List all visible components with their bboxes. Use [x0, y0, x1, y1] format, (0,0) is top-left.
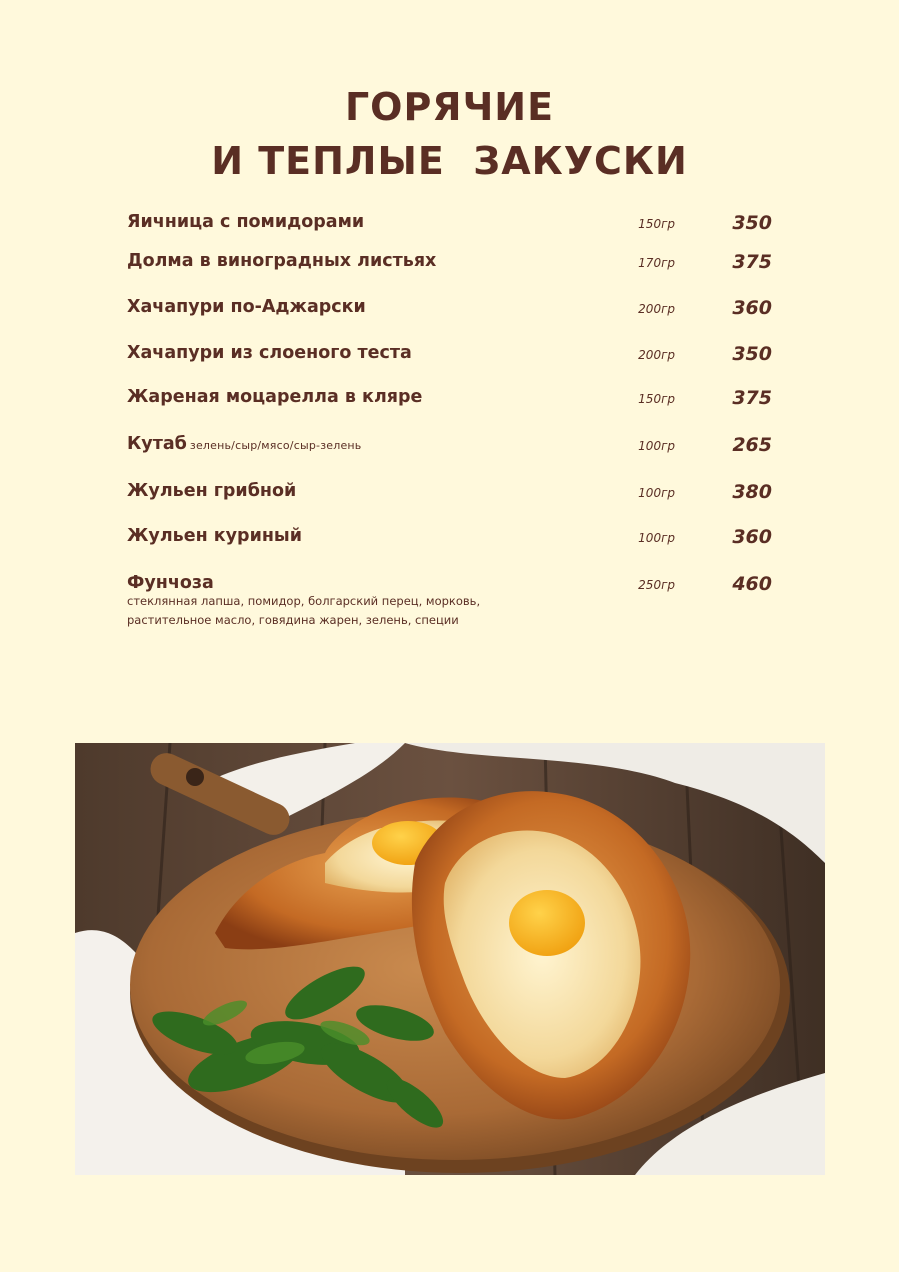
menu-item-name: Фунчоза — [127, 573, 214, 593]
menu-item-name: Яичница с помидорами — [127, 212, 365, 232]
menu-item-price: 265 — [732, 434, 772, 456]
menu-item-weight: 150гр — [638, 217, 675, 231]
menu-item-price: 350 — [732, 212, 772, 234]
menu-item-weight: 200гр — [638, 348, 675, 362]
menu-item-price: 375 — [732, 251, 772, 273]
menu-item-weight: 100гр — [638, 439, 675, 453]
menu-item-price: 380 — [732, 481, 772, 503]
khachapuri-photo — [75, 743, 825, 1175]
menu-item-khachapuri-adjarian — [127, 297, 772, 321]
menu-item-khachapuri-puff — [127, 343, 772, 367]
menu-item-eggs — [127, 212, 772, 236]
menu-item-dolma — [127, 251, 772, 275]
menu-item-julienne-mushroom — [127, 481, 772, 505]
description-line-2: растительное масло, говядина жарен, зелень, специи — [127, 613, 459, 627]
menu-item-name: Жульен грибной — [127, 481, 297, 501]
menu-item-description — [127, 592, 547, 630]
menu-item-kutab — [127, 434, 772, 458]
description-line-1: стеклянная лапша, помидор, болгарский перец, морковь, — [127, 594, 481, 608]
menu-item-price: 360 — [732, 297, 772, 319]
menu-item-weight: 200гр — [638, 302, 675, 316]
menu-item-name — [127, 434, 361, 454]
menu-item-julienne-chicken — [127, 526, 772, 550]
menu-item-note: зелень/сыр/мясо/сыр-зелень — [189, 439, 362, 452]
menu-item-name: Долма в виноградных листьях — [127, 251, 437, 271]
menu-item-name: Хачапури по-Аджарски — [127, 297, 366, 317]
menu-item-price: 350 — [732, 343, 772, 365]
menu-item-price: 460 — [732, 573, 772, 595]
page-title-line-1: ГОРЯЧИЕ — [344, 85, 555, 129]
menu-item-name: Жареная моцарелла в кляре — [127, 387, 423, 407]
menu-item-mozzarella — [127, 387, 772, 411]
menu-item-name: Жульен куриный — [127, 526, 303, 546]
menu-item-weight: 170гр — [638, 256, 675, 270]
menu-item-weight: 100гр — [638, 486, 675, 500]
page-title-line-2: И ТЕПЛЫЕ ЗАКУСКИ — [211, 139, 688, 183]
menu-item-weight: 250гр — [638, 578, 675, 592]
menu-item-name-text: Кутаб — [127, 434, 187, 454]
menu-item-weight: 100гр — [638, 531, 675, 545]
menu-item-weight: 150гр — [638, 392, 675, 406]
menu-item-price: 360 — [732, 526, 772, 548]
menu-item-price: 375 — [732, 387, 772, 409]
menu-item-name: Хачапури из слоеного теста — [127, 343, 412, 363]
